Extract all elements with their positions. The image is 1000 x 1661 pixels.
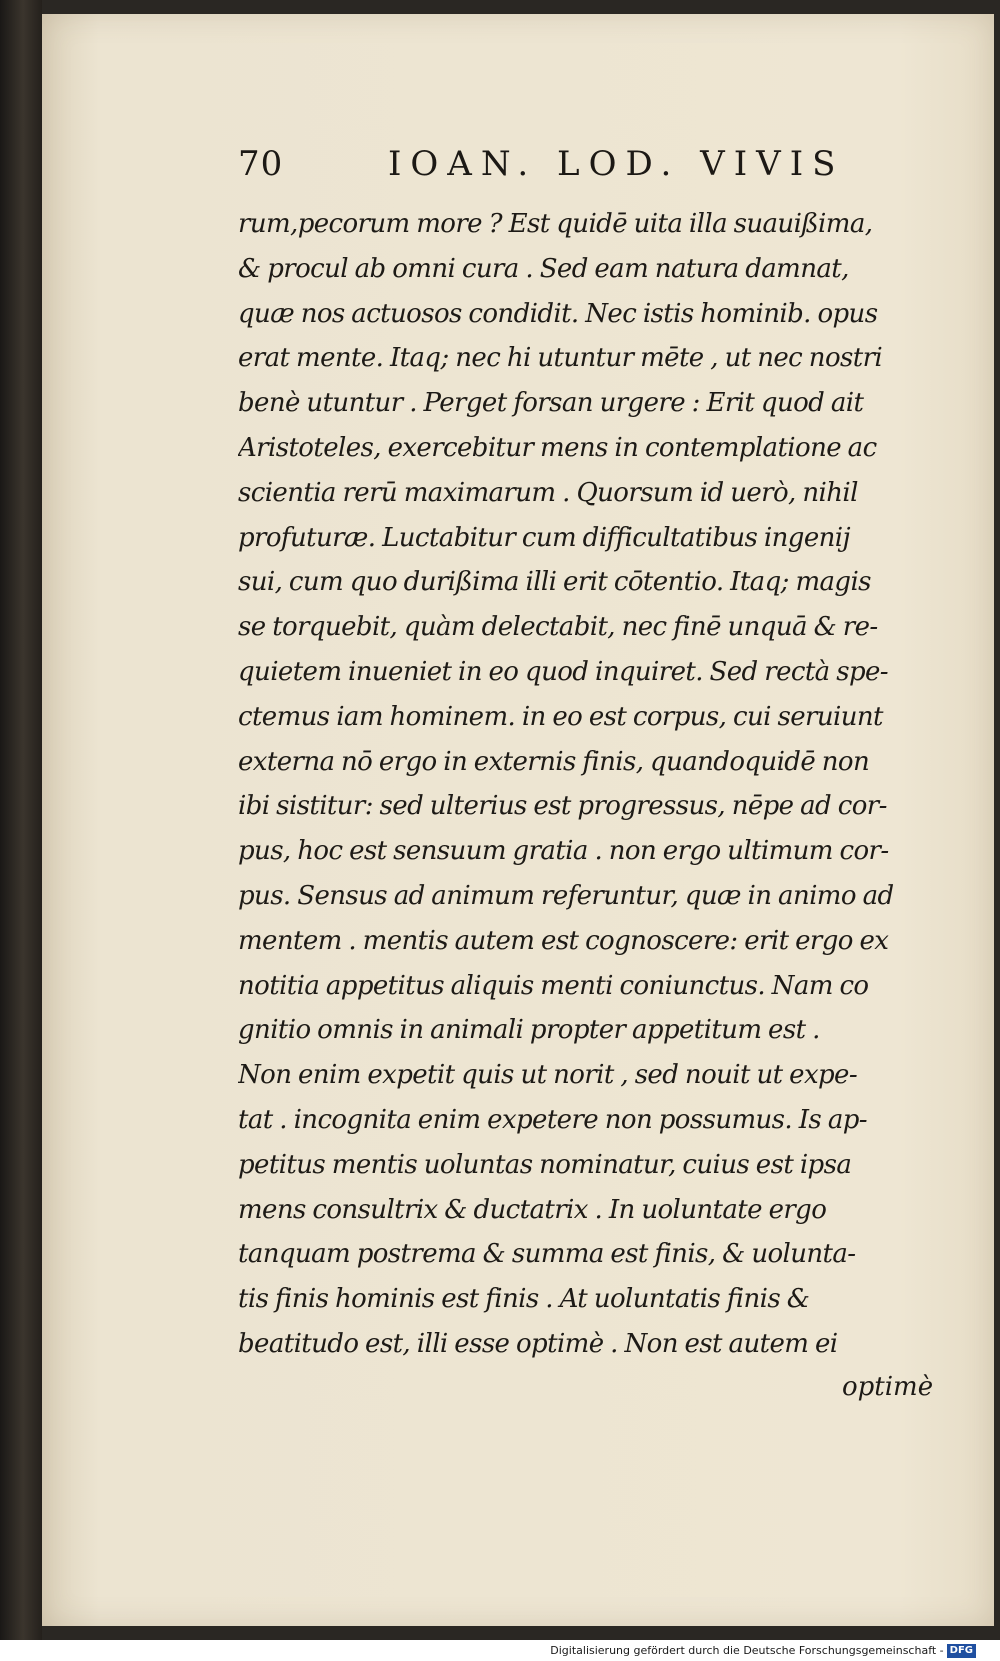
text-line: rum,pecorum more ? Est quidē uita illa suauißima, [238, 209, 873, 239]
text-line: externa nō ergo in externis finis, quandoquidē non [238, 746, 870, 777]
book-page [42, 14, 994, 1626]
text-line: sui, cum quo durißima illi erit cōtentio. Itaq; magis [238, 567, 871, 598]
text-line: Aristoteles, exercebitur mens in contemplatione ac [238, 432, 877, 463]
text-line: profuturæ. Luctabitur cum difficultatibus ingenij [238, 522, 850, 553]
text-line: erat mente. Itaq; nec hi utuntur mēte , ut nec nostri [238, 343, 883, 374]
text-line: & procul ab omni cura . Sed eam natura damnat, [238, 253, 849, 284]
text-line: notitia appetitus aliquis menti coniunctus. Nam co [238, 970, 869, 1001]
text-line: pus. Sensus ad animum referuntur, quæ in animo ad [238, 880, 894, 911]
text-line: tanquam postrema & summa est finis, & uolunta- [238, 1239, 856, 1270]
text-line: pus, hoc est sensuum gratia . non ergo ultimum cor- [238, 836, 889, 867]
running-title: IOAN. LOD. VIVIS [388, 144, 845, 184]
credit-text: Digitalisierung gefördert durch die Deutsche Forschungsgemeinschaft - [550, 1644, 944, 1657]
text-line: gnitio omnis in animali propter appetitum est . [238, 1015, 820, 1046]
text-line: beatitudo est, illi esse optimè . Non est autem ei [238, 1328, 838, 1359]
page-number: 70 [238, 144, 284, 184]
text-line: petitus mentis uoluntas nominatur, cuius est ipsa [238, 1149, 852, 1180]
dfg-logo: DFG [947, 1644, 976, 1658]
text-line: quietem inueniet in eo quod inquiret. Sed rectà spe- [238, 656, 888, 687]
book-binding-edge [0, 0, 42, 1640]
catchword: optimè [842, 1372, 934, 1402]
text-line: se torquebit, quàm delectabit, nec finē unquā & re- [238, 612, 878, 643]
text-line: ibi sistitur: sed ulterius est progressus, nēpe ad cor- [238, 791, 887, 822]
text-line: ctemus iam hominem. in eo est corpus, cui seruiunt [238, 701, 883, 732]
text-line: mentem . mentis autem est cognoscere: erit ergo ex [238, 925, 889, 956]
text-line: quæ nos actuosos condidit. Nec istis hominib. opus [238, 298, 878, 329]
text-line: tis finis hominis est finis . At uoluntatis finis & [238, 1284, 810, 1315]
text-line: Non enim expetit quis ut norit , sed nouit ut expe- [238, 1060, 858, 1091]
running-head [238, 138, 898, 188]
digitization-credit [550, 1642, 976, 1660]
text-line: tat . incognita enim expetere non possumus. Is ap- [238, 1104, 867, 1135]
text-line: scientia rerū maximarum . Quorsum id uerò, nihil [238, 477, 858, 508]
body-text [238, 202, 938, 1367]
text-line: benè utuntur . Perget forsan urgere : Erit quod ait [238, 388, 864, 419]
text-line: mens consultrix & ductatrix . In uoluntate ergo [238, 1194, 827, 1225]
